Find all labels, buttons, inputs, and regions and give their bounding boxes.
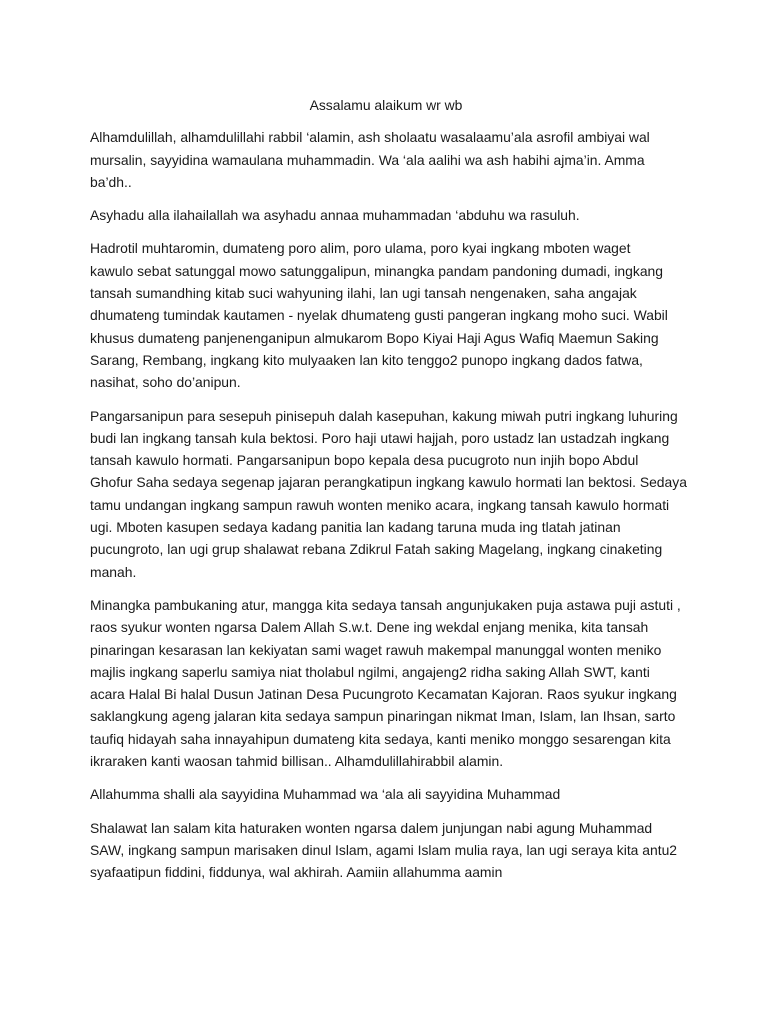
paragraph	[90, 405, 687, 583]
paragraph-line: pinaringan kesarasan lan kekiyatan sami waget rawuh makempal manunggal wonten meniko	[90, 641, 662, 658]
paragraph-line: Shalawat lan salam kita haturaken wonten ngarsa dalem junjungan nabi agung Muhammad	[90, 819, 653, 836]
paragraph-line: tansah sumandhing kitab suci wahyuning ilahi, lan ugi tansah nengenaken, saha angajak	[90, 285, 637, 302]
paragraph	[90, 594, 682, 772]
paragraph-line: taufiq hidayah saha innayahipun dumateng kita sedaya, kanti meniko monggo sesarengan kita	[90, 730, 671, 747]
paragraph-line: kawulo sebat satunggal mowo satunggalipun, minangka pandam pandoning dumadi, ingkang	[90, 262, 664, 279]
paragraph-line: mursalin, sayyidina wamaulana muhammadin. Wa ‘ala aalihi wa ash habihi ajma’in. Amma	[90, 151, 645, 168]
paragraph	[90, 783, 682, 805]
paragraph-line: ba’dh..	[90, 173, 132, 190]
paragraph-line: dhumateng tumindak kautamen - nyelak dhumateng gusti pangeran ingkang moho suci. Wabil	[90, 307, 668, 324]
paragraph	[90, 126, 682, 193]
paragraph-line: raos syukur wonten ngarsa Dalem Allah S.w.t. Dene ing wekdal enjang menika, kita tansah	[90, 619, 649, 636]
paragraph-line: Pangarsanipun para sesepuh pinisepuh dalah kasepuhan, kakung miwah putri ingkang luhuring	[90, 407, 678, 424]
paragraph	[90, 237, 682, 393]
paragraph-line: tansah kawulo hormati. Pangarsanipun bopo kepala desa pucugroto nun injih bopo Abdul	[90, 452, 639, 469]
paragraph	[90, 817, 682, 884]
paragraph-line: Alhamdulillah, alhamdulillahi rabbil ‘alamin, ash sholaatu wasalaamu’ala asrofil ambiyai wal	[90, 129, 650, 146]
paragraph-line: budi lan ingkang tansah kula bektosi. Poro haji utawi hajjah, poro ustadz lan ustadzah ingkang	[90, 429, 670, 446]
paragraph-line: Sarang, Rembang, ingkang kito mulyaaken lan kito tenggo2 punopo ingkang dados fatwa,	[90, 351, 643, 368]
paragraph-line: SAW, ingkang sampun marisaken dinul Islam, agami Islam mulia raya, lan ugi seraya kita antu2	[90, 841, 678, 858]
paragraph-line: Asyhadu alla ilahailallah wa asyhadu annaa muhammadan ‘abduhu wa rasuluh.	[90, 207, 580, 224]
paragraph-line: tamu undangan ingkang sampun rawuh wonten meniko acara, ingkang tansah kawulo hormati	[90, 496, 670, 513]
paragraph-line: saklangkung ageng jalaran kita sedaya sampun pinaringan nikmat Iman, Islam, lan Ihsan, sarto	[90, 708, 676, 725]
paragraph-line: pucungroto, lan ugi grup shalawat rebana Zdikrul Fatah saking Magelang, ingkang cinaketing	[90, 541, 663, 558]
paragraph-line: Allahumma shalli ala sayyidina Muhammad wa ‘ala ali sayyidina Muhammad	[90, 786, 561, 803]
paragraph-line: majlis ingkang saperlu samiya niat tholabul ngilmi, angajeng2 ridha saking Allah SWT, kanti	[90, 663, 650, 680]
paragraph-line: Minangka pambukaning atur, mangga kita sedaya tansah angunjukaken puja astawa puji astuti ,	[90, 596, 681, 613]
paragraph-line: ikraraken kanti waosan tahmid billisan.. Alhamdulillahirabbil alamin.	[90, 753, 504, 770]
paragraph-line: ugi. Mboten kasupen sedaya kadang panitia lan kadang taruna muda ing tlatah jatinan	[90, 519, 621, 536]
document-title: Assalamu alaikum wr wb	[309, 97, 463, 113]
document-body	[90, 126, 687, 883]
paragraph-line: nasihat, soho do’anipun.	[90, 374, 241, 391]
paragraph-line: Ghofur Saha sedaya segenap jajaran perangkatipun ingkang kawulo hormati lan bektosi. Sedaya	[90, 474, 687, 491]
paragraph-line: acara Halal Bi halal Dusun Jatinan Desa Pucungroto Kecamatan Kajoran. Raos syukur ingkang	[90, 686, 677, 703]
paragraph-line: khusus dumateng panjenenganipun almukarom Bopo Kiyai Haji Agus Wafiq Maemun Saking	[90, 329, 659, 346]
paragraph	[90, 204, 682, 226]
paragraph-line: Hadrotil muhtaromin, dumateng poro alim, poro ulama, poro kyai ingkang mboten waget	[90, 240, 631, 257]
paragraph-line: manah.	[90, 563, 137, 580]
paragraph-line: syafaatipun fiddini, fiddunya, wal akhirah. Aamiin allahumma aamin	[90, 864, 503, 881]
